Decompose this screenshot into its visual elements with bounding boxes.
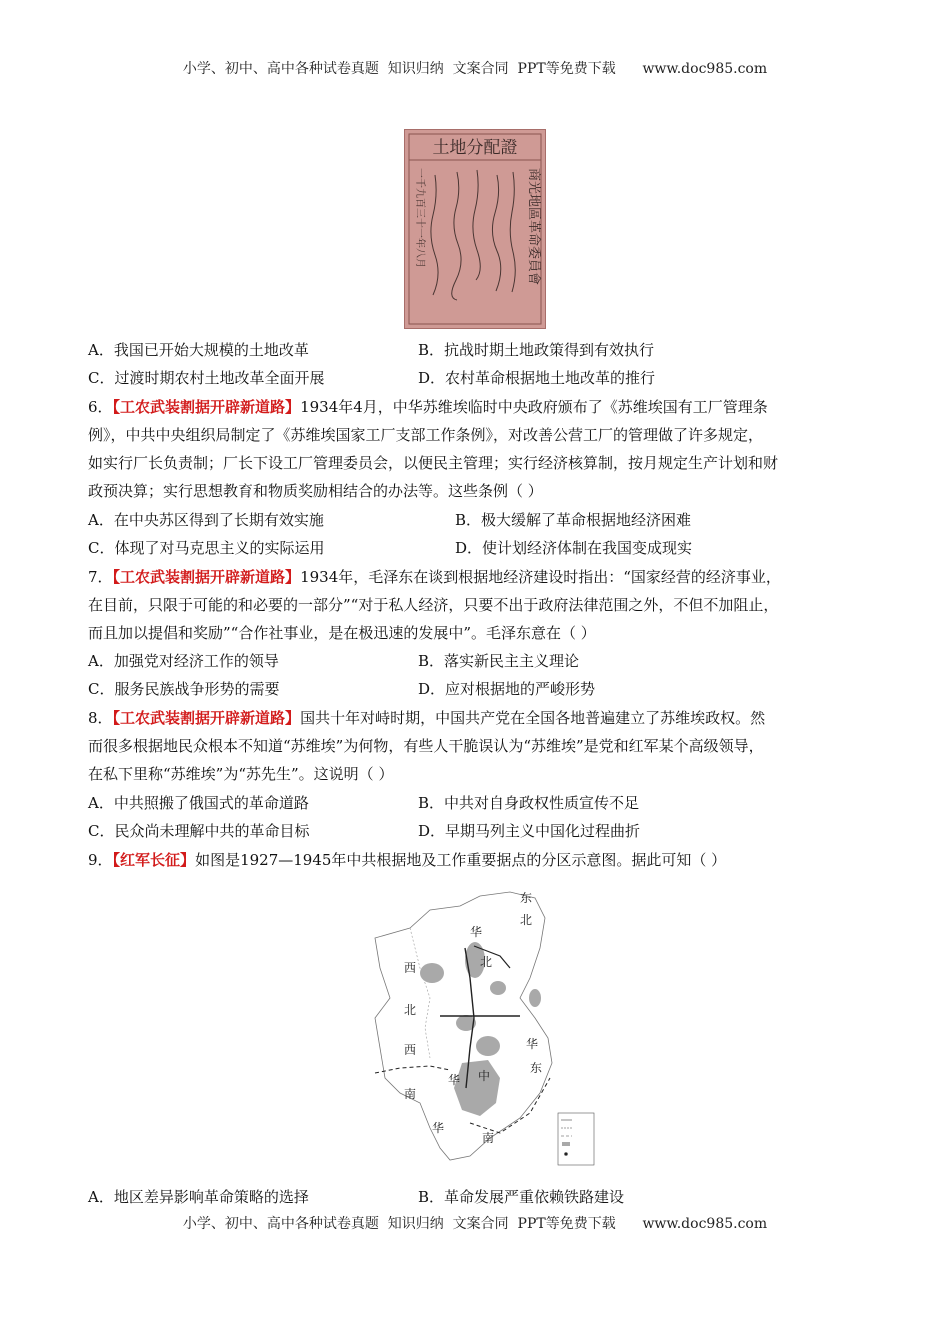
base-area <box>476 1036 500 1056</box>
map-drawing <box>370 888 600 1168</box>
q5-option-a: A．我国已开始大规模的土地改革 <box>88 341 309 359</box>
base-area <box>454 1060 500 1116</box>
q6-topic-tag: 【工农武装割据开辟新道路】 <box>112 398 301 416</box>
q8-option-b: B．中共对自身政权性质宣传不足 <box>418 794 640 812</box>
q7-text-1: 1934年，毛泽东在谈到根据地经济建设时指出：“国家经营的经济事业， <box>300 568 781 586</box>
page-header: 小学、初中、高中各种试卷真题 知识归纳 文案合同 PPT等免费下载 www.doc985.com <box>182 61 768 77</box>
base-areas-map <box>370 888 600 1168</box>
base-area <box>420 963 444 983</box>
map-label-dong-east: 东 <box>530 1061 543 1075</box>
map-legend <box>558 1113 594 1165</box>
land-certificate-image <box>404 129 546 329</box>
q7-stem-line-2: 在目前，只限于可能的和必要的一部分”“对于私人经济，只要不出于政府法律范围之外，不但不加阻止， <box>88 596 779 614</box>
q6-option-b: B．极大缓解了革命根据地经济困难 <box>455 511 692 529</box>
q8-option-c: C．民众尚未理解中共的革命目标 <box>88 822 310 840</box>
map-label-xi-nw: 西 <box>404 961 417 975</box>
q8-number: 8． <box>88 709 113 727</box>
q6-stem-line-4: 政预决算；实行思想教育和物质奖励相结合的办法等。这些条例（ ） <box>88 482 543 500</box>
q7-option-b: B．落实新民主主义理论 <box>418 652 580 670</box>
q8-stem-line-3: 在私下里称“苏维埃”为“苏先生”。这说明（ ） <box>88 765 394 783</box>
base-area <box>490 981 506 995</box>
q9-stem-line-1 <box>88 850 868 870</box>
q7-option-a: A．加强党对经济工作的领导 <box>88 652 279 670</box>
map-label-nan-south: 南 <box>482 1131 495 1145</box>
map-label-bei-north: 北 <box>480 955 493 969</box>
base-area <box>529 989 541 1007</box>
map-label-nan-sw: 南 <box>404 1087 417 1101</box>
q6-option-d: D．使计划经济体制在我国变成现实 <box>455 539 693 557</box>
map-label-hua-central: 华 <box>448 1073 461 1087</box>
certificate-drawing <box>405 130 545 328</box>
q9-text-1: 如图是1927—1945年中共根据地及工作重要据点的分区示意图。据此可知（ ） <box>195 851 727 869</box>
q9-number: 9． <box>88 851 113 869</box>
march-route <box>375 1066 450 1073</box>
q6-text-1: 1934年4月，中华苏维埃临时中央政府颁布了《苏维埃国有工厂管理条 <box>300 398 768 416</box>
region-boundary <box>410 928 430 1058</box>
q6-option-a: A．在中央苏区得到了长期有效实施 <box>88 511 324 529</box>
q8-stem-line-2: 而很多根据地民众根本不知道“苏维埃”为何物，有些人干脆误认为“苏维埃”是党和红军某个高级领导， <box>88 737 764 755</box>
map-label-hua-east: 华 <box>526 1037 539 1051</box>
map-label-zhong: 中 <box>478 1069 491 1083</box>
q6-number: 6． <box>88 398 113 416</box>
q8-stem-line-1 <box>88 708 868 728</box>
q6-stem-line-1 <box>88 397 868 417</box>
q6-option-c: C．体现了对马克思主义的实际运用 <box>88 539 325 557</box>
certificate-issuer: 商光地區革命委員會 <box>526 168 541 286</box>
q7-number: 7． <box>88 568 113 586</box>
q9-option-b: B．革命发展严重依赖铁路建设 <box>418 1188 625 1206</box>
q7-stem-line-1 <box>88 567 868 587</box>
q6-stem-line-3: 如实行厂长负责制；厂长下设工厂管理委员会，以便民主管理；实行经济核算制，按月规定生产计划和财 <box>88 454 779 472</box>
map-label-dong-ne: 东 <box>520 891 533 905</box>
q7-stem-line-3: 而且加以提倡和奖励”“合作社事业，是在极迅速的发展中”。毛泽东意在（ ） <box>88 624 596 642</box>
q8-option-a: A．中共照搬了俄国式的革命道路 <box>88 794 309 812</box>
map-label-xi-sw: 西 <box>404 1043 417 1057</box>
map-label-bei-ne: 北 <box>520 913 533 927</box>
q8-text-1: 国共十年对峙时期，中国共产党在全国各地普遍建立了苏维埃政权。然 <box>300 709 766 727</box>
q7-topic-tag: 【工农武装割据开辟新道路】 <box>112 568 301 586</box>
q9-topic-tag: 【红军长征】 <box>112 851 196 869</box>
q5-option-d: D．农村革命根据地土地改革的推行 <box>418 369 656 387</box>
map-label-bei-nw: 北 <box>404 1003 417 1017</box>
q5-option-c: C．过渡时期农村土地改革全面开展 <box>88 369 325 387</box>
q5-option-b: B．抗战时期土地政策得到有效执行 <box>418 341 655 359</box>
page-footer: 小学、初中、高中各种试卷真题 知识归纳 文案合同 PPT等免费下载 www.doc985.com <box>182 1216 768 1232</box>
certificate-date: 一千九百三十一年八月 <box>414 168 425 268</box>
q6-stem-line-2: 例》，中共中央组织局制定了《苏维埃国家工厂支部工作条例》，对改善公营工厂的管理做了许多规定， <box>88 426 764 444</box>
certificate-title: 土地分配證 <box>432 138 518 158</box>
q9-option-a: A．地区差异影响革命策略的选择 <box>88 1188 309 1206</box>
q8-option-d: D．早期马列主义中国化过程曲折 <box>418 822 641 840</box>
certificate-handwriting <box>431 170 515 300</box>
map-label-hua-south: 华 <box>432 1121 445 1135</box>
q7-option-d: D．应对根据地的严峻形势 <box>418 680 596 698</box>
q7-option-c: C．服务民族战争形势的需要 <box>88 680 280 698</box>
map-label-hua-north: 华 <box>470 925 483 939</box>
q8-topic-tag: 【工农武装割据开辟新道路】 <box>112 709 301 727</box>
